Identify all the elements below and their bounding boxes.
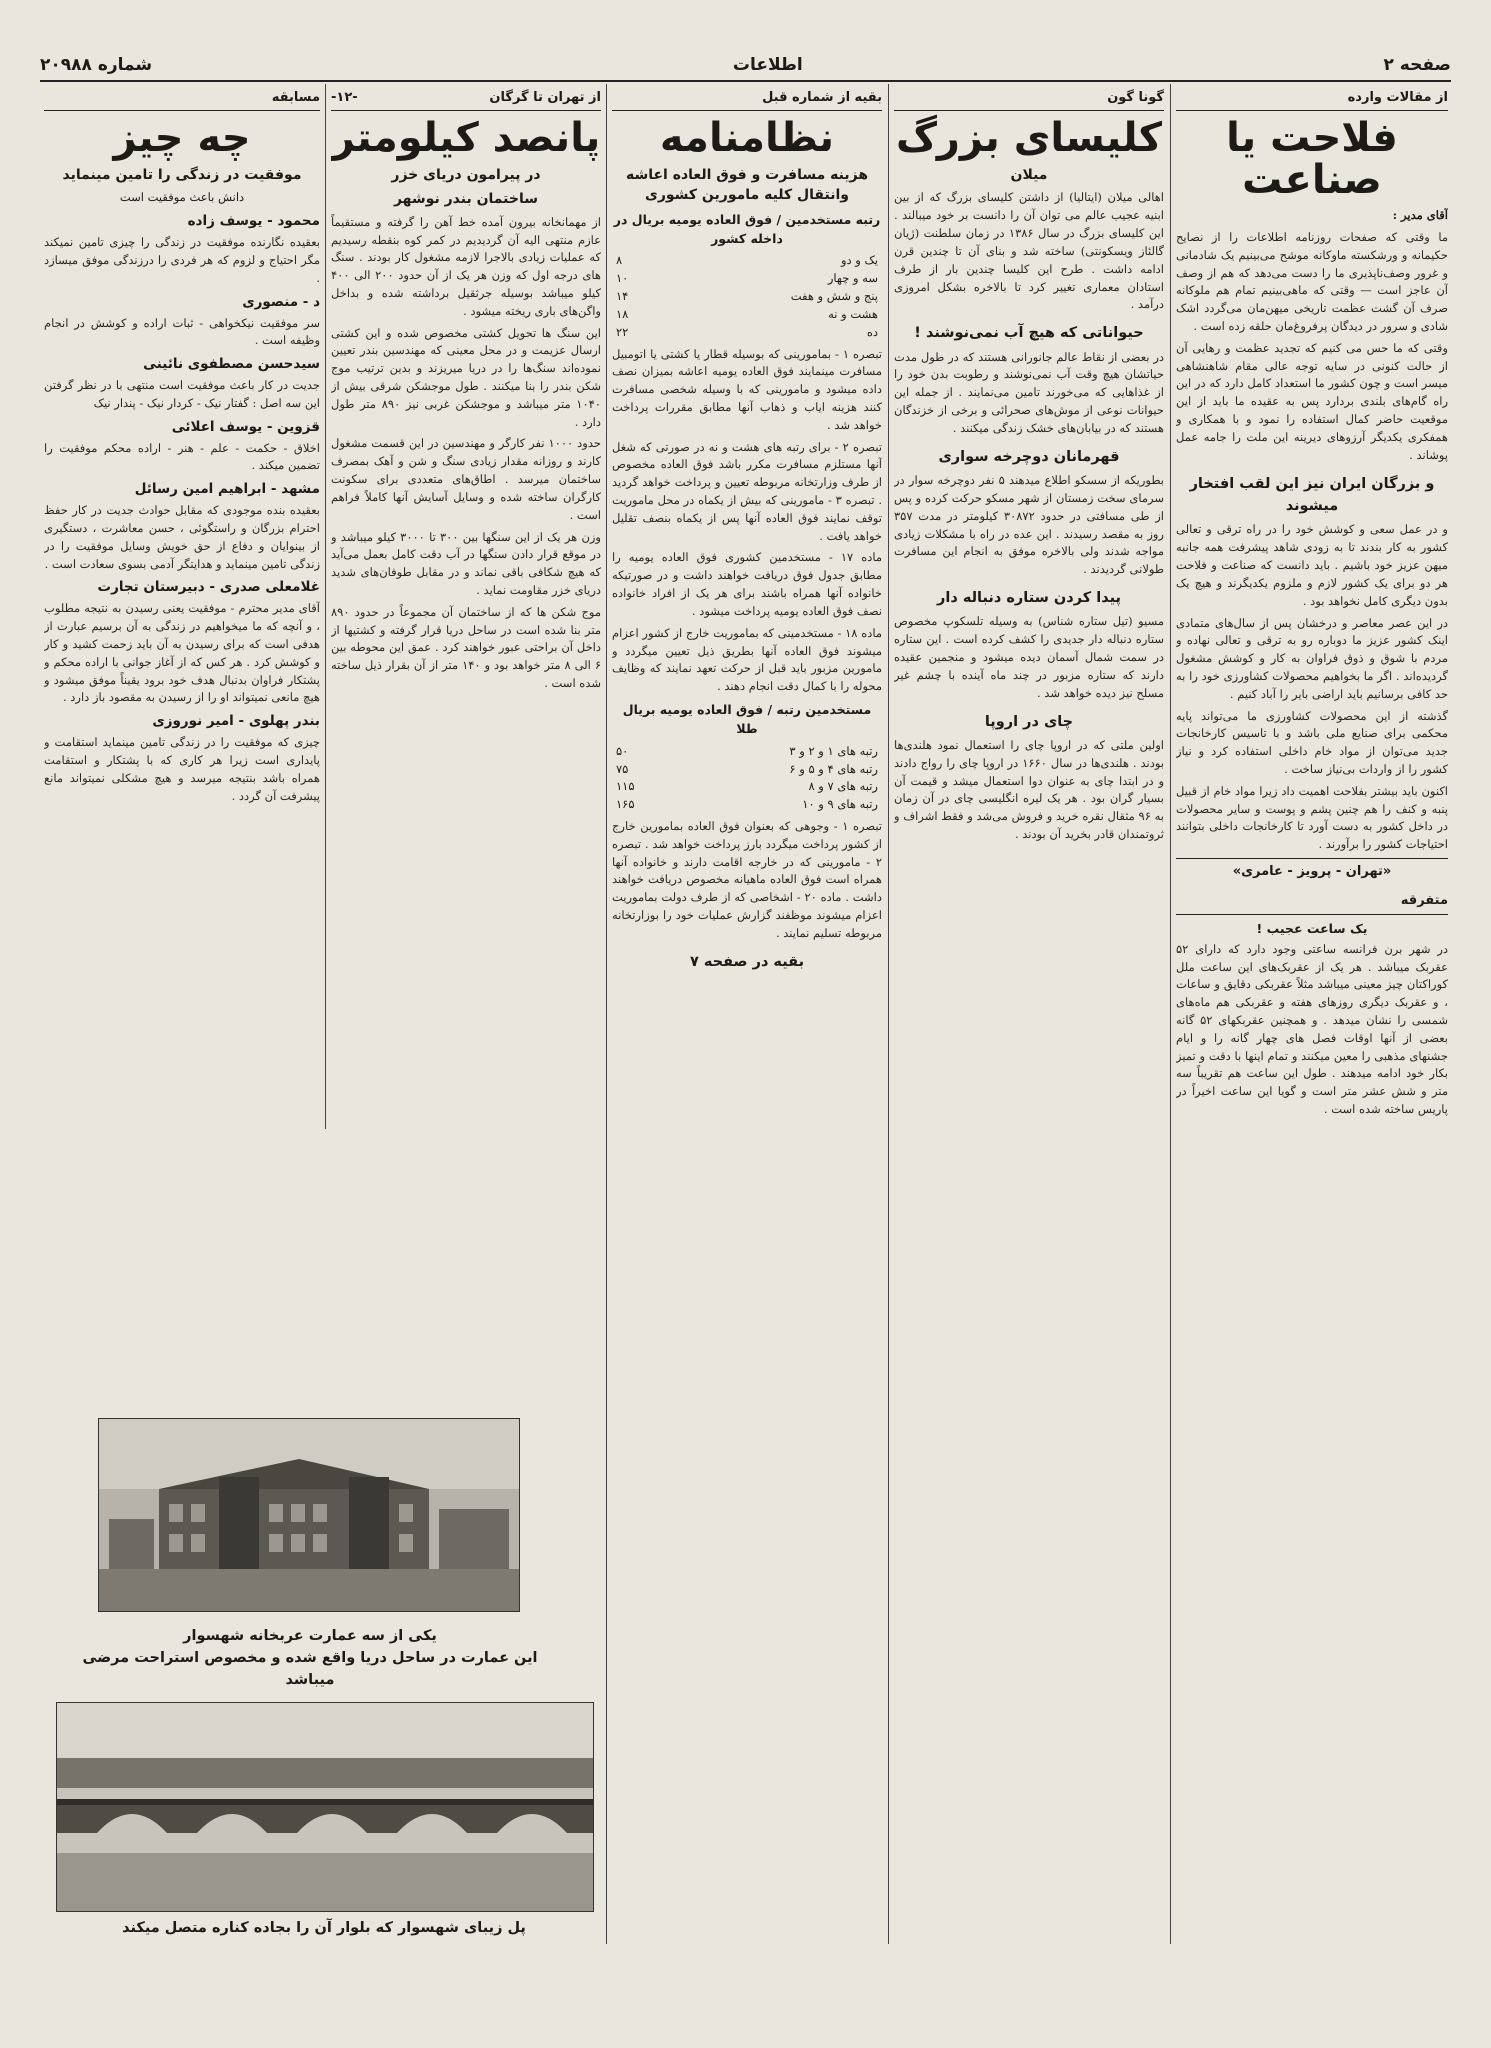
- table-row: [612, 324, 882, 342]
- paragraph: ماده ۱۸ - مستخدمینی که بماموریت خارج از کشور اعزام میشوند فوق العاده آنها بطریق ذیل تعیین میگردد و مامورین مزبور باید قبل از حرکت تعهد نمایند که وظایف محوله را با کمال دقت انجام دهند .: [612, 625, 882, 694]
- rank-cell: ده: [866, 324, 878, 339]
- entry-text: بعقیده نگارنده موفقیت در زندگی را چیزی تامین نمیکند مگر احتیاج و لزوم که هر فردی را درزندگی موفق میسازد .: [44, 235, 320, 285]
- table-row: [612, 306, 882, 324]
- rank-cell: رتبه های ۱ و ۲ و ۳: [789, 743, 878, 758]
- table-row: [612, 288, 882, 306]
- subheading: و بزرگان ایران نیز این لقب افتخار میشوند: [1189, 475, 1435, 514]
- misc-section-label: متفرقه: [1176, 888, 1448, 915]
- paragraph: اهالی میلان (ایتالیا) از داشتن کلیسای بزرگ که از بین ابنیه عجیب عالم می توان آن را دانست بر خود میبالند . این کلیسای بزرگ در سال ۱۳۸۶ در زمان سلطنت (ژیان گالئاز ویسکونتی) ساخته شد و بنای آن تا چندین قرن ادامه داشت . طرح این کلیسا چندین بار از طرف استادان معماری تغییر کرد تا بالاخره بشکل امروزی درآمد .: [894, 190, 1164, 312]
- entry-text: بعقیده بنده موجودی که مقابل حوادث جدیت در کار حفظ احترام بزرگان و راستگوئی ، حسن معاشرت ، دستگیری از بینوایان و دفاع از حق خویش وسایل موفقیت را در زندگی تامین مینماید و هدایتگر آدمی بسوی سعادت است .: [44, 503, 320, 571]
- entry-author: محمود - یوسف زاده: [187, 213, 320, 230]
- paragraph: ماده ۱۷ - مستخدمین کشوری فوق العاده یومیه را مطابق جدول فوق دریافت خواهند داشت و در صورتیکه خانواده آنها همراه باشند برای هر یک از افراد خانواده نصف فوق العاده یومیه پرداخت میشود .: [612, 550, 882, 618]
- rank-cell: رتبه های ۷ و ۸: [808, 779, 878, 794]
- table-row: [612, 796, 882, 814]
- misc-title: یک ساعت عجیب !: [1256, 921, 1368, 937]
- amount-cell: ۷۵: [616, 761, 629, 776]
- entry-author: قزوین - یوسف اعلائی: [171, 418, 320, 435]
- subheading: موفقیت در زندگی را تامین مینماید: [62, 167, 302, 184]
- masthead-rule: [40, 80, 1451, 82]
- allowance-table: [612, 252, 882, 341]
- headline-regulations: نظامنامه: [659, 115, 835, 162]
- column-travelogue: [331, 88, 601, 1128]
- paragraph: وزن هر یک از این سنگها بین ۳۰۰ تا ۳۰۰۰ کیلو میباشد و در موقع قرار دادن سنگها در آب دقت کامل بعمل می‌آید که هیچ شکافی باقی نماند و در مقابل طوفان‌های شدید دریای خزر مقاومت نماید .: [331, 529, 601, 597]
- paragraph: تبصره ۱ - بمامورینی که بوسیله قطار یا کشتی یا اتومبیل مسافرت مینمایند فوق العاده یومیه اعاشه بمیزان نصف داده میشود و مامورینی که با وسیله شخصی مسافرت کنند هزینه ایاب و ذهاب آنها مطابق مقررات پرداخت خواهد شد .: [612, 346, 882, 432]
- entry-text: جدیت در کار باعث موفقیت است منتهی با در نظر گرفتن این سه اصل : گفتار نیک - کردار نیک - پندار نیک: [44, 378, 320, 410]
- table-title: مستخدمین رتبه / فوق العاده یومیه بریال طلا: [622, 701, 872, 737]
- subheading: حیواناتی که هیچ آب نمی‌نوشند !: [914, 325, 1144, 342]
- column-agriculture: [1176, 88, 1448, 1948]
- subheading: هزینه مسافرت و فوق العاده اعاشه وانتقال کلیه مامورین کشوری: [625, 167, 869, 204]
- entry-text: چیزی که موفقیت را در زندگی تامین مینماید استقامت و پایداری است زیرا هر کاری که با پشتکار و استقامت همراه باشد بنتیجه میرسد و هیچ مشکلی نمیتواند مانع پیشرفت آن گردد .: [44, 735, 320, 803]
- subheading: قهرمانان دوچرخه سواری: [938, 448, 1120, 465]
- entry-author: غلامعلی صدری - دبیرستان تجارت: [97, 579, 320, 596]
- subheading: پیدا کردن ستاره دنباله دار: [937, 590, 1121, 606]
- section-kicker: گونا گون: [894, 88, 1164, 111]
- table-row: [612, 778, 882, 796]
- entry-author: د - منصوری: [242, 293, 320, 310]
- column-divider: [325, 84, 326, 1129]
- table-row: [612, 270, 882, 288]
- headline-agriculture: فلاحت یا صناعت: [1226, 115, 1398, 204]
- building-image: [99, 1419, 519, 1611]
- column-various: [894, 88, 1164, 1948]
- photo-building: [98, 1418, 520, 1612]
- photo-caption-bridge: پل زیبای شهسوار که بلوار آن را بجاده کناره متصل میکند: [122, 1920, 526, 1936]
- paragraph: در بعضی از نقاط عالم جانورانی هستند که در طول مدت حیاتشان هیچ وقت آب نمی‌نوشند و رطوبت بدن خود را از غذاهایی که می‌خورند تامین می‌نمایند . از جمله این حیوانات نوعی از موش‌های صحرائی و برخی از خزندگان هستند که در بیابان‌های خشک زندگی میکنند .: [894, 349, 1164, 435]
- section-kicker: بقیه از شماره قبل: [612, 88, 882, 111]
- page-label: صفحه ۲: [1383, 55, 1451, 75]
- paragraph: در این عصر معاصر و درخشان پس از سال‌های متمادی اینک کشور عزیز ما دوباره رو به ترقی و تعالی نهاده و مردم با شوق و ذوق فراوان به کار و کوشش مشغول گردیده‌اند . اگر ما بخواهیم محصولات کشاورزی خود را به حد کافی برسانیم باید اراضی بایر را آباد کنیم .: [1176, 615, 1448, 701]
- paragraph: موج شکن ها که از ساختمان آن مجموعاً در حدود ۸۹۰ متر بنا شده است در ساحل دریا قرار گرفته و کشتیها از داخل آن براحتی عبور خواهند کرد . عمق این محوطه بین ۶ الی ۸ متر خواهد بود و ۱۴۰ متر از آن بقرار ذیل ساخته شده است .: [331, 604, 601, 691]
- paragraph: این سنگ ها تحویل کشتی مخصوص شده و این کشتی ارسال عزیمت و در محل معینی که مهندسین بندر تعیین نموده‌اند سنگ‌ها را در دریا میریزند و بدین ترتیب موج شکن بندر را بنا میکنند . طول موجشکن شرقی بیش از ۱۰۴۰ متر میباشد و موجشکن غربی نیز ۸۹۰ متر طول دارد .: [331, 325, 601, 429]
- amount-cell: ۸: [616, 253, 623, 268]
- paragraph: گذشته از این محصولات کشاورزی ما می‌تواند پایه محکمی برای صنایع ملی باشد و با تاسیس کارخانجات جدید می‌توان از مواد خام داخلی استفاده کرد و نیاز کشور را از واردات بی‌نیاز ساخت .: [1176, 708, 1448, 777]
- subheading: در پیرامون دریای خزر: [391, 167, 541, 184]
- subheading: چای در اروپا: [984, 713, 1074, 730]
- amount-cell: ۱۰: [616, 271, 629, 286]
- issue-number: شماره ۲۰۹۸۸: [40, 55, 153, 75]
- rank-cell: پنج و شش و هفت: [790, 289, 878, 304]
- masthead: [40, 52, 1451, 78]
- section-kicker: مسابقه: [44, 88, 320, 111]
- caption-line: این عمارت در ساحل دریا واقع شده و مخصوص استراحت مرضی میباشد: [82, 1649, 538, 1688]
- paragraph: تبصره ۲ - برای رتبه های هشت و نه در صورتی که شغل آنها مستلزم مسافرت مکرر باشد فوق العاده مخصوص از طرف وزارتخانه مربوطه تعیین و پرداخت خواهد گردید . تبصره ۳ - مامورینی که بیش از یکماه در محل ماموریت توقف نمایند فوق العاده آنها پس از یکماه بنصف تقلیل خواهد یافت .: [612, 439, 882, 543]
- entry-author: سیدحسن مصطفوی نائینی: [143, 356, 320, 373]
- headline-500km: پانصد کیلومتر: [331, 115, 601, 162]
- rank-cell: سه و چهار: [827, 271, 878, 286]
- entry-text: آقای مدیر محترم - موفقیت یعنی رسیدن به نتیجه مطلوب ، و آنچه که ما میخواهیم در زندگی به آن برسیم عبارت از هدفی است که برای رسیدن به آن باید زحمت کشید و کار و کوشش کرد . هر کس که از آغاز جوانی با اراده محکم و پشتکار فراوان بدنبال هدف خود برود یقیناً موفق میشود و هیچ مانعی نمیتواند او را از رسیدن به مقصود باز دارد .: [44, 601, 320, 705]
- amount-cell: ۲۲: [616, 324, 629, 339]
- column-divider: [888, 84, 889, 1944]
- newspaper-name: اطلاعات: [732, 55, 803, 75]
- continued-notice: بقیه در صفحه ۷: [689, 953, 805, 970]
- signature: «تهران - پرویز - عامری»: [1176, 858, 1448, 882]
- headline-what-thing: چه چیز: [113, 115, 251, 162]
- paragraph: ما وقتی که صفحات روزنامه اطلاعات را از نصایح حکیمانه و ورشکسته ماوکانه موشح می‌بینیم یک شادمانی و غرور وصف‌ناپذیری ما را دست می‌دهد که هم از وصف آن عاجز است — وقتی که ماهی‌بینیم تمام هم ملوکانه صرف آن گشت عظمت تاریخی میهن‌مان می‌گردد اشک شادی و سرور در دیدگان پرفروغ‌مان حلقه زده است .: [1176, 229, 1448, 334]
- column-divider: [606, 84, 607, 1944]
- table-row: [612, 743, 882, 761]
- dateline-milan: میلان: [1010, 167, 1048, 184]
- bridge-image: [57, 1703, 593, 1911]
- paragraph: در شهر برن فرانسه ساعتی وجود دارد که دارای ۵۲ عقربک میباشد . هر یک از عقربک‌های این ساعت ملل کوراکتان چیز معینی میباشد مثلاً عقربکی دقایق و ساعات ، و عقربک دیگری روزهای هفته و عقربکی هم ماه‌های شمسی را نشان میدهد . و همچنین عقربکهای ۵۲ گانه بعضی از آنها اوقات فصل های چهار گانه را و ایام جشنهای مذهبی را معین میکنند و تمام اینها با دقت و تمیز بکار خود ادامه میدهند . طول این ساعت هم تقریباً سه متر و شش عشر متر است و گویا این ساعت اخیراً در پاریس ساخته شده است .: [1176, 941, 1448, 1117]
- paragraph: از مهمانخانه بیرون آمده خط آهن را گرفته و مستقیماً عازم منتهی الیه آن گردیدیم در کمر کوه بنقطه رسیدیم که عملیات زیادی بالاجرا لازمه مشغول کار بودند . سنگ های درجه اول که وزن هر یک از آن حدود ۲۰۰ الی ۴۰۰ کیلو میباشد بوسیله جرثقیل برداشته شده و بداخل واگن‌های باری ریخته میشود .: [331, 214, 601, 318]
- paragraph: اولین ملتی که در اروپا چای را استعمال نمود هلندی‌ها بودند . هلندی‌ها در سال ۱۶۶۰ در اروپا چای را رواج دادند و در ابتدا چای به عنوان دوا استعمال میشد و قیمت آن بسیار گران بود . هر یک لیره انگلیسی چای در آن زمان به ۹۶ مثقال نقره خرید و فروش می‌شد و فقط اشراف و ثروتمندان قادر بخرید آن بودند .: [894, 738, 1164, 842]
- entry-text: سر موفقیت نیکخواهی - ثبات اراده و کوشش در انجام وظیفه است .: [44, 315, 320, 348]
- headline-cathedral: کلیسای بزرگ: [895, 115, 1163, 162]
- rank-cell: رتبه های ۴ و ۵ و ۶: [789, 761, 878, 776]
- amount-cell: ۵۰: [616, 743, 629, 758]
- subheading: ساختمان بندر نوشهر: [393, 191, 539, 208]
- foreign-allowance-table: [612, 743, 882, 814]
- paragraph: وقتی که ما حس می کنیم که تجدید عظمت و رهایی آن از حالت کنونی در سایه توجه عالی مقام شاهنشاهی میسر است و چون کشور ما استعداد کامل دارد که در این راه گام‌های بلندی بردارد پس به عقیده ما باید از این موقعیت حاضر کمال استفاده را نمود و با همکاری و همفکری یکدیگر آرزوهای دیرینه این ملت را جامه عمل پوشاند .: [1176, 340, 1448, 462]
- entry-text: اخلاق - حکمت - علم - هنر - اراده محکم موفقیت را تضمین میکند .: [44, 440, 320, 473]
- section-kicker: از تهران تا گرگان -۱۲-: [331, 88, 601, 111]
- table-title: رتبه مستخدمین / فوق العاده یومیه بریال در داخله کشور: [613, 211, 881, 247]
- entry-author: بندر پهلوی - امیر نوروزی: [152, 713, 320, 730]
- rank-cell: رتبه های ۹ و ۱۰: [802, 797, 878, 812]
- paragraph: تبصره ۱ - وجوهی که بعنوان فوق العاده بمامورین خارج از کشور پرداخت میگردد بارز پرداخت خواهد شد . تبصره ۲ - مامورینی که در خارجه اقامت دارند و خانواده آنها همراه است فوق العاده ماهیانه مخصوص دریافت خواهند داشت . ماده ۲۰ - اشخاصی که از طرف دولت بماموریت اعزام میشوند موظفند گزارش عملیات خود را بوزارتخانه مربوطه تسلیم نمایند .: [612, 818, 882, 940]
- paragraph: اکنون باید بیشتر بفلاحت اهمیت داد زیرا مواد خام از قبیل پنبه و کنف را هم چنین پشم و پوست و سایر محصولات در داخل کشور به دست آورد تا کارخانجات داخلی بتوانند احتیاجات کشور را برآورند .: [1176, 783, 1448, 852]
- amount-cell: ۱۱۵: [616, 779, 635, 794]
- amount-cell: ۱۶۵: [616, 797, 635, 812]
- intro: دانش باعث موفقیت است: [119, 190, 245, 205]
- section-kicker: از مقالات وارده: [1176, 88, 1448, 111]
- column-regulations: [612, 88, 882, 1948]
- caption-line: یکی از سه عمارت عربخانه شهسوار: [183, 1628, 437, 1644]
- paragraph: مسیو (تیل ستاره شناس) به وسیله تلسکوپ مخصوص ستاره دنباله دار جدیدی را کشف کرده است . این ستاره در سمت شمال آسمان دیده میشود و منجمین عقیده دارند که ستاره مزبور در چند ماه آینده با چشم غیر مسلح نیز دیده خواهد شد .: [894, 614, 1164, 700]
- amount-cell: ۱۸: [616, 306, 629, 321]
- salutation: آقای مدیر :: [1392, 208, 1448, 223]
- column-contest: [44, 88, 320, 1128]
- photo-bridge: [56, 1702, 594, 1912]
- rank-cell: هشت و نه: [828, 306, 878, 321]
- table-row: [612, 252, 882, 270]
- rank-cell: یک و دو: [840, 253, 878, 268]
- table-row: [612, 761, 882, 779]
- paragraph: و در عمل سعی و کوشش خود را در راه ترقی و تعالی کشور به کار بندند تا به زودی شاهد پیشرفت همه جانبه میهن عزیز خود باشیم . باید دانست که صناعت و فلاحت هر دو برای یک کشور لازم و ملزوم یکدیگرند و هیچ یک بدون دیگری کامل نخواهد بود .: [1176, 522, 1448, 608]
- photo-caption-building: [60, 1626, 560, 1691]
- amount-cell: ۱۴: [616, 289, 629, 304]
- paragraph: حدود ۱۰۰۰ نفر کارگر و مهندسین در این قسمت مشغول کارند و روزانه مقدار زیادی سنگ و شن و آهک بمصرف ساختمان میرسد . اطاق‌های متعددی برای سکونت کارگران ساخته شده و وسایل آسایش آنها کاملاً فراهم است .: [331, 436, 601, 522]
- paragraph: بطوریکه از سسکو اطلاع میدهند ۵ نفر دوچرخه سوار در سرمای سخت زمستان از شهر مسکو حرکت کرده و پس از طی مسافتی در حدود ۳۰۸۷۲ کیلومتر در مدت ۳۵۷ روز به مقصد رسیدند . این عده در راه با مشکلات زیادی مواجه شدند ولی بالاخره موفق به انجام این مسافرت طولانی گردیدند .: [894, 473, 1164, 577]
- entry-author: مشهد - ابراهیم امین رسائل: [134, 481, 320, 498]
- column-divider: [1170, 84, 1171, 1944]
